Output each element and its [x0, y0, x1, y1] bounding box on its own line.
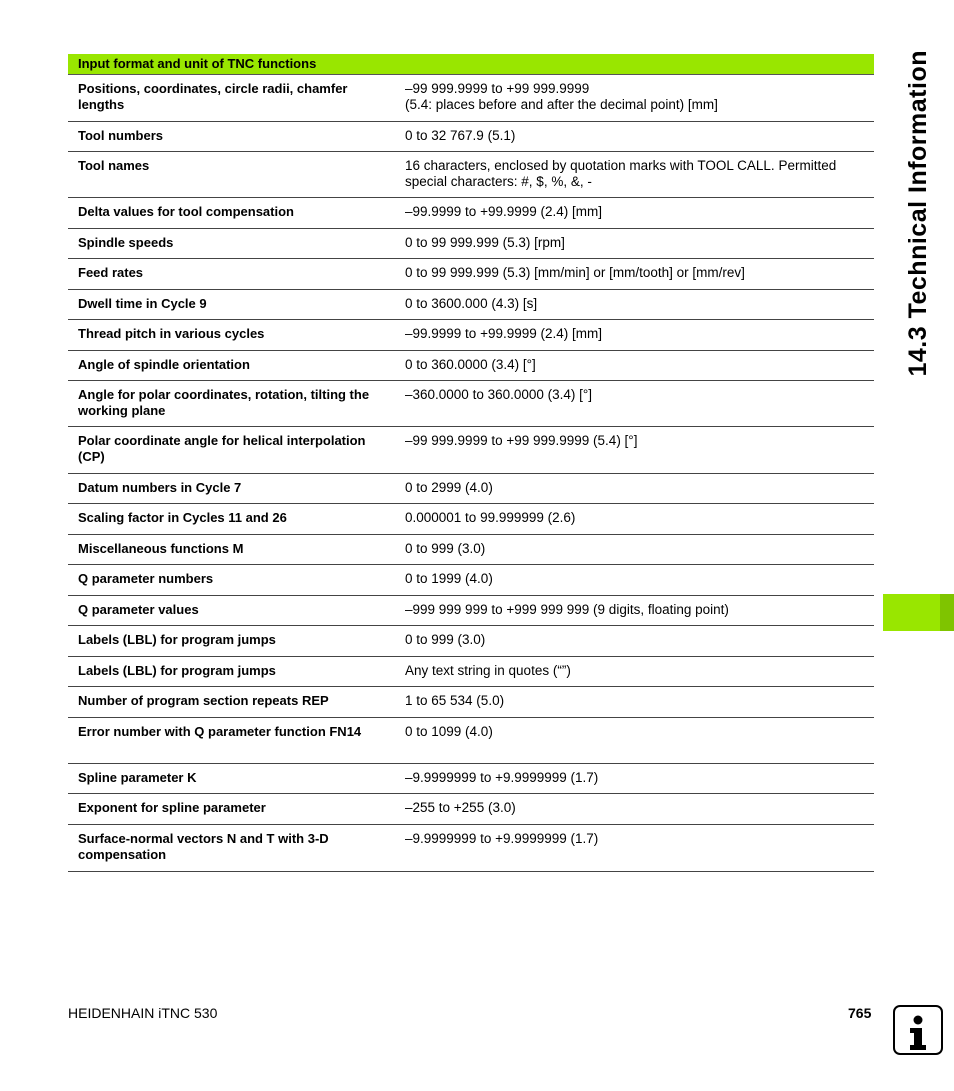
footer-manual-name: HEIDENHAIN iTNC 530 [68, 1005, 218, 1021]
row-value: 1 to 65 534 (5.0) [405, 693, 505, 708]
table-row [68, 825, 874, 872]
table-row [68, 596, 874, 626]
info-icon [893, 1005, 943, 1055]
table-row [68, 764, 874, 794]
table-row [68, 351, 874, 381]
table-row [68, 259, 874, 290]
row-value: –99 999.9999 to +99 999.9999 (5.4) [°] [405, 433, 638, 448]
table-row [68, 320, 874, 351]
row-label: Labels (LBL) for program jumps [78, 632, 276, 647]
row-label: Dwell time in Cycle 9 [78, 296, 207, 311]
row-label: Q parameter numbers [78, 571, 214, 586]
table-body [68, 75, 874, 872]
row-label: Tool names [78, 158, 150, 173]
row-value: 0 to 99 999.999 (5.3) [mm/min] or [mm/tooth] or [mm/rev] [405, 265, 745, 280]
row-label: Delta values for tool compensation [78, 204, 294, 219]
row-value: –9.9999999 to +9.9999999 (1.7) [405, 831, 599, 846]
row-value: 0 to 1099 (4.0) [405, 724, 493, 739]
row-value: 0 to 1999 (4.0) [405, 571, 493, 586]
row-label: Datum numbers in Cycle 7 [78, 480, 242, 495]
row-label: Q parameter values [78, 602, 199, 617]
page-number: 765 [848, 1005, 872, 1021]
table-row [68, 75, 874, 122]
row-value: Any text string in quotes (“”) [405, 663, 571, 678]
row-label: Spindle speeds [78, 235, 174, 250]
row-value: 0.000001 to 99.999999 (2.6) [405, 510, 576, 525]
row-value: 0 to 99 999.999 (5.3) [rpm] [405, 235, 565, 250]
row-label: Number of program section repeats REP [78, 693, 329, 708]
table-row [68, 794, 874, 825]
table-row [68, 381, 874, 427]
row-value: 0 to 32 767.9 (5.1) [405, 128, 516, 143]
chapter-tab-marker-edge [940, 594, 954, 631]
row-value: –99.9999 to +99.9999 (2.4) [mm] [405, 326, 603, 341]
table-row [68, 427, 874, 474]
row-label: Spline parameter K [78, 770, 197, 785]
row-value: 16 characters, enclosed by quotation marks with TOOL CALL. Permitted special characters: #, $, %, &, - [405, 158, 837, 189]
row-label: Feed rates [78, 265, 144, 280]
section-title-text: 14.3 Technical Information [903, 50, 932, 377]
row-value: 0 to 999 (3.0) [405, 632, 486, 647]
row-label: Scaling factor in Cycles 11 and 26 [78, 510, 287, 525]
section-title [898, 50, 938, 380]
table-row [68, 198, 874, 229]
row-value: –360.0000 to 360.0000 (3.4) [°] [405, 387, 593, 402]
row-value: –999 999 999 to +999 999 999 (9 digits, floating point) [405, 602, 729, 617]
table-row [68, 290, 874, 320]
row-label: Surface-normal vectors N and T with 3-D compensation [78, 831, 329, 862]
table-row [68, 474, 874, 504]
row-label: Polar coordinate angle for helical interpolation (CP) [78, 433, 366, 464]
table-row [68, 687, 874, 718]
row-label: Tool numbers [78, 128, 163, 143]
table-row [68, 626, 874, 657]
row-value: 0 to 360.0000 (3.4) [°] [405, 357, 536, 372]
row-value: 0 to 2999 (4.0) [405, 480, 493, 495]
row-value: –99 999.9999 to +99 999.9999 (5.4: places before and after the decimal point) [mm] [405, 81, 718, 112]
row-value: 0 to 3600.000 (4.3) [s] [405, 296, 538, 311]
table-row [68, 152, 874, 198]
table-row [68, 535, 874, 565]
tnc-input-format-table [68, 54, 874, 872]
row-value: 0 to 999 (3.0) [405, 541, 486, 556]
table-row [68, 229, 874, 259]
table-row [68, 657, 874, 687]
row-value: –255 to +255 (3.0) [405, 800, 516, 815]
row-label: Miscellaneous functions M [78, 541, 244, 556]
table-row [68, 504, 874, 535]
row-label: Labels (LBL) for program jumps [78, 663, 276, 678]
table-row [68, 565, 874, 596]
row-label: Positions, coordinates, circle radii, chamfer lengths [78, 81, 348, 112]
row-value: –99.9999 to +99.9999 (2.4) [mm] [405, 204, 603, 219]
row-label: Angle for polar coordinates, rotation, tilting the working plane [78, 387, 370, 418]
row-label: Exponent for spline parameter [78, 800, 266, 815]
row-label: Angle of spindle orientation [78, 357, 250, 372]
row-label: Error number with Q parameter function FN14 [78, 724, 362, 739]
table-row [68, 718, 874, 764]
table-row [68, 122, 874, 152]
table-header: Input format and unit of TNC functions [68, 54, 874, 75]
row-label: Thread pitch in various cycles [78, 326, 265, 341]
row-value: –9.9999999 to +9.9999999 (1.7) [405, 770, 599, 785]
